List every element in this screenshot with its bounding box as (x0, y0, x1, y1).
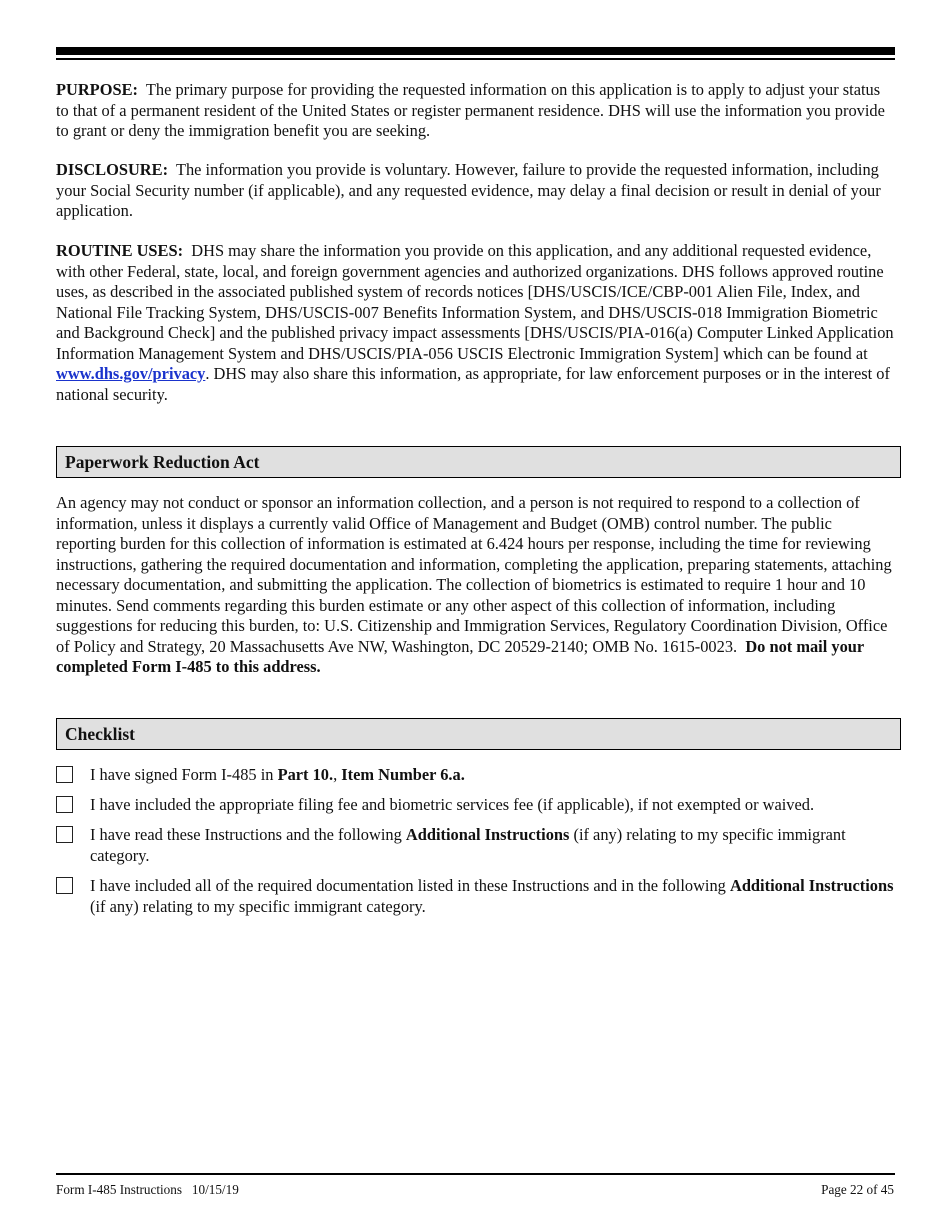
privacy-link[interactable]: www.dhs.gov/privacy (56, 364, 206, 383)
checklist-heading: Checklist (56, 718, 901, 750)
routine-uses-text: DHS may share the information you provide on this application, and any additional requested evidence, with other Federal, state, local, and foreign government agencies and authorized organizations. DHS follows approved routine uses, as described in the associated published system of records notices [DHS/USCIS/ICE/CBP-001 Alien File, Index, and National File Tracking System, DHS/USCIS-007 Benefits Information System, and DHS/USCIS-018 Immigration Biometric and Background Check] and the published privacy impact assessments [DHS/USCIS/PIA-016(a) Computer Linked Application Information Management System and DHS/USCIS/PIA-056 USCIS Electronic Immigration System] which can be found at (56, 241, 894, 363)
checklist-item-text (90, 876, 895, 917)
routine-uses-label: ROUTINE USES: (56, 241, 184, 260)
routine-uses-paragraph (56, 241, 896, 405)
footer-page-number: Page 22 of 45 (821, 1182, 894, 1197)
checklist-item-text (90, 795, 895, 816)
checklist-item-text (90, 825, 895, 866)
paperwork-text: An agency may not conduct or sponsor an information collection, and a person is not required to respond to a collection of information, unless it displays a currently valid Office of Management and Budget (OMB) control number. The public reporting burden for this collection of information is estimated at 6.424 hours per response, including the time for reviewing instructions, gathering the required documentation and information, completing the application, preparing statements, attaching necessary documentation, and submitting the application. The collection of biometrics is estimated to require 1 hour and 10 minutes. Send comments regarding this burden estimate or any other aspect of this collection of information, including suggestions for reducing this burden, to: U.S. Citizenship and Immigration Services, Regulatory Coordination Division, Office of Policy and Strategy, 20 Massachusetts Ave NW, Washington, DC 20529-2140; OMB No. 1615-0023. (56, 493, 892, 656)
checkbox[interactable] (56, 796, 73, 813)
paperwork-paragraph (56, 493, 896, 678)
disclosure-text: The information you provide is voluntary. However, failure to provide the requested information, including your Social Security number (if applicable), and any requested evidence, may delay a final decision or result in denial of your application. (56, 160, 881, 220)
checkbox[interactable] (56, 766, 73, 783)
checklist-bold: Part 10. (277, 765, 334, 784)
checklist-text: I have included all of the required documentation listed in these Instructions and in the following (90, 876, 730, 895)
checklist-bold: Additional Instructions (405, 825, 570, 844)
paperwork-bold-note: Do not mail your completed Form I-485 to this address. (56, 636, 864, 676)
checklist-bold: Additional Instructions (729, 876, 894, 895)
checklist-item-text (90, 765, 895, 786)
header-rule-thick (56, 47, 895, 55)
footer-rule (56, 1173, 895, 1175)
checklist-text: I have read these Instructions and the following (90, 825, 406, 844)
header-rule-thin (56, 58, 895, 60)
checklist-text: I have signed Form I-485 in (90, 765, 278, 784)
checkbox[interactable] (56, 877, 73, 894)
checklist-text: I have included the appropriate filing fee and biometric services fee (if applicable), if not exempted or waived. (90, 795, 815, 814)
purpose-paragraph (56, 80, 896, 142)
disclosure-label: DISCLOSURE: (56, 160, 169, 179)
checklist-text: (if any) relating to my specific immigrant category. (90, 825, 846, 865)
checklist-text: (if any) relating to my specific immigrant category. (90, 896, 426, 916)
checklist-text: , (333, 765, 342, 784)
checklist-bold: Item Number 6.a. (341, 765, 465, 784)
routine-uses-text-end: . DHS may also share this information, as appropriate, for law enforcement purposes or in the interest of national security. (56, 364, 890, 404)
checkbox[interactable] (56, 826, 73, 843)
purpose-label: PURPOSE: (56, 80, 138, 99)
purpose-text: The primary purpose for providing the requested information on this application is to apply to adjust your status to that of a permanent resident of the United States or register permanent residence. DHS will use the information you provide to grant or deny the immigration benefit you are seeking. (56, 80, 885, 140)
paperwork-reduction-heading: Paperwork Reduction Act (56, 446, 901, 478)
disclosure-paragraph (56, 160, 896, 222)
footer-form-id: Form I-485 Instructions 10/15/19 (56, 1182, 239, 1197)
